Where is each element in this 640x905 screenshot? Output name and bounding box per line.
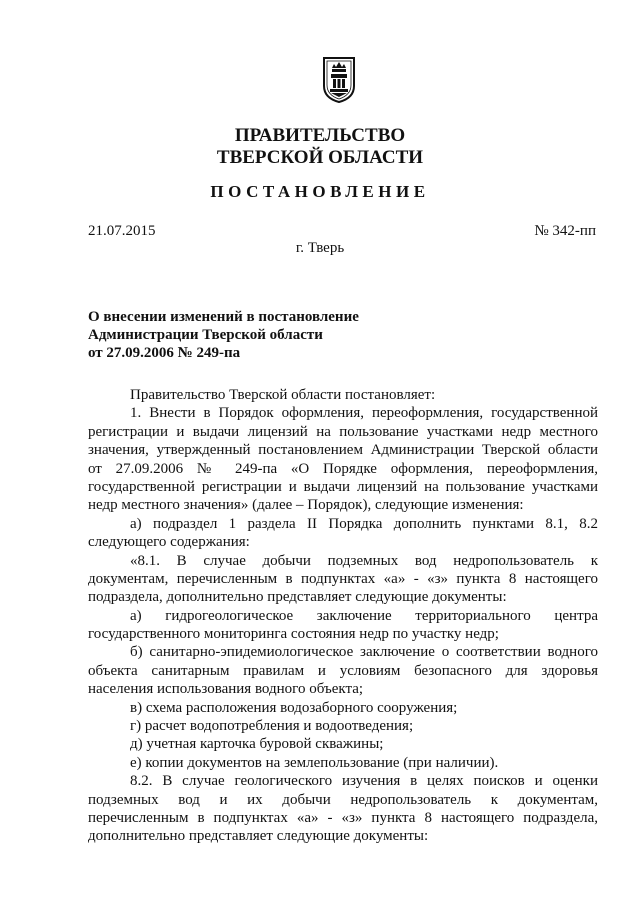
body-line: е) копии документов на землепользование (при наличии). xyxy=(130,754,499,771)
body-line: в) схема расположения водозаборного сооружения; xyxy=(130,699,458,716)
body-line: подраздела, дополнительно представляет следующие документы: xyxy=(88,589,507,606)
body-line: населения использования водного объекта; xyxy=(88,681,364,698)
body-line: 8.2. В случае геологического изучения в целях поисков и оценки xyxy=(130,773,598,790)
body-line: документам, перечисленным в подпунктах «а» - «з» пункта 8 настоящего xyxy=(88,570,598,587)
body-line: д) учетная карточка буровой скважины; xyxy=(130,736,384,753)
coat-of-arms-icon xyxy=(322,56,356,104)
body-line: 1. Внести в Порядок оформления, переоформления, государственной xyxy=(130,405,598,422)
body-line: «8.1. В случае добычи подземных вод недропользователь к xyxy=(130,552,598,569)
body-line: а) гидрогеологическое заключение территориального центра xyxy=(130,607,598,624)
body-line: государственной регистрации и выдачи лицензий на пользование участками xyxy=(88,478,598,495)
subject-line: О внесении изменений в постановление xyxy=(88,309,359,325)
body-line: недр местного значения» (далее – Порядок), следующие изменения: xyxy=(88,497,524,514)
body-line: государственного мониторинга состояния недр по участку недр; xyxy=(88,626,499,643)
body-line: следующего содержания: xyxy=(88,534,250,551)
document-number: № 342-пп xyxy=(534,223,596,239)
document-type: ПОСТАНОВЛЕНИЕ xyxy=(210,182,430,201)
body-line: б) санитарно-эпидемиологическое заключение о соответствии водного xyxy=(130,644,598,661)
body-line: а) подраздел 1 раздела II Порядка дополнить пунктами 8.1, 8.2 xyxy=(130,515,598,532)
government-title-line1: ПРАВИТЕЛЬСТВО xyxy=(234,125,406,146)
document-city: г. Тверь xyxy=(295,240,345,256)
document-date: 21.07.2015 xyxy=(88,223,156,239)
body-line: г) расчет водопотребления и водоотведения; xyxy=(130,718,414,735)
body-line: от 27.09.2006 № 249-па «О Порядке оформления, переоформления, xyxy=(88,460,598,477)
body-line: регистрации и выдачи лицензий на пользование участками недр местного xyxy=(88,423,598,440)
body-line: значения, утвержденный постановлением Администрации Тверской области xyxy=(88,442,598,459)
subject-line: Администрации Тверской области xyxy=(88,327,323,343)
document-subject xyxy=(88,308,359,362)
government-title-line2: ТВЕРСКОЙ ОБЛАСТИ xyxy=(216,147,424,168)
body-line: дополнительно представляет следующие документы: xyxy=(88,828,429,845)
document-body xyxy=(88,386,598,846)
body-line: Правительство Тверской области постановляет: xyxy=(130,387,436,403)
body-line: объекта санитарным правилам и условиям безопасного для здоровья xyxy=(88,662,598,679)
body-line: подземных вод и их добычи недропользователь к документам, xyxy=(88,791,598,808)
subject-line: от 27.09.2006 № 249-па xyxy=(88,345,241,361)
body-line: перечисленным в подпунктах «а» - «з» пункта 8 настоящего подраздела, xyxy=(88,809,598,826)
